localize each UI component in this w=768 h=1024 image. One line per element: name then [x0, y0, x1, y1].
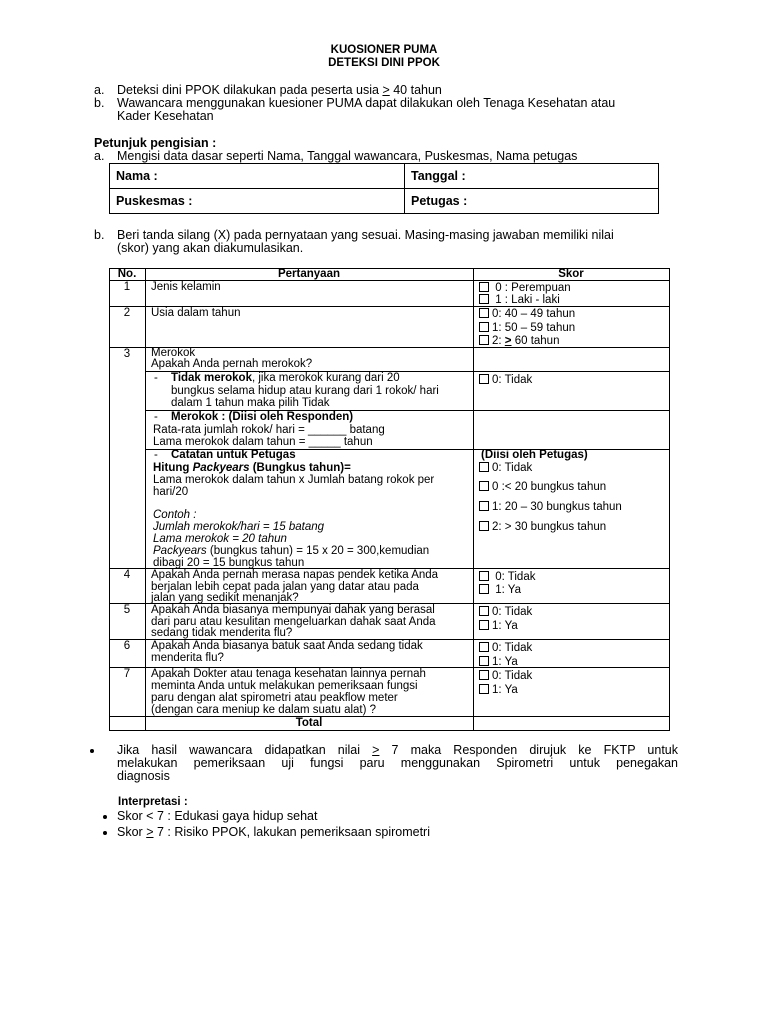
intro-b-line2: Kader Kesehatan: [117, 109, 214, 123]
q7-question-line3: paru dengan alat spirometri atau peakflow meter: [151, 692, 398, 704]
header-no: No.: [117, 268, 137, 280]
q3-merokok-dash: -: [154, 411, 158, 423]
q4-option-tidak[interactable]: 0: Tidak: [479, 571, 535, 584]
bullet-icon: [103, 815, 107, 819]
q7-number: 7: [123, 668, 131, 680]
q5-option-tidak[interactable]: 0: Tidak: [479, 606, 532, 619]
petunjuk-a-marker: a.: [94, 149, 105, 163]
q3-lama-merokok[interactable]: Lama merokok dalam tahun = _____ tahun: [153, 436, 373, 448]
document-subtitle: DETEKSI DINI PPOK: [328, 57, 440, 69]
q3-formula-line2: hari/20: [153, 486, 189, 498]
interpretasi-item-2: Skor > 7 : Risiko PPOK, lakukan pemeriksaan spirometri: [117, 825, 430, 839]
document-title: KUOSIONER PUMA: [330, 44, 438, 56]
puskesmas-field[interactable]: Puskesmas :: [110, 189, 405, 214]
q3-tidak-line2: bungkus selama hidup atau kurang dari 1 rokok/ hari: [171, 385, 439, 397]
q1-option-laki[interactable]: 1 : Laki - laki: [479, 294, 560, 307]
checkbox-icon[interactable]: [479, 521, 489, 531]
checkbox-icon[interactable]: [479, 481, 489, 491]
q2-option-1[interactable]: 1: 50 – 59 tahun: [479, 322, 575, 335]
nama-field[interactable]: Nama :: [110, 164, 405, 189]
checkbox-icon[interactable]: [479, 322, 489, 332]
interpretasi-heading: Interpretasi :: [118, 796, 188, 808]
q7-option-ya[interactable]: 1: Ya: [479, 684, 518, 697]
q3-contoh-line1: Jumlah merokok/hari = 15 batang: [153, 521, 325, 533]
bullet-icon: [103, 831, 107, 835]
q3-petugas-option-tidak[interactable]: 0: Tidak: [479, 462, 532, 475]
q2-question: Usia dalam tahun: [151, 307, 241, 319]
q3-option-tidak[interactable]: 0: Tidak: [479, 374, 532, 387]
q3-contoh-line3: Packyears (bungkus tahun) = 15 x 20 = 300,kemudian: [153, 545, 430, 557]
q3-contoh-line4: dibagi 20 = 15 bungkus tahun: [153, 557, 305, 569]
table-rule: [145, 268, 146, 730]
q5-option-ya[interactable]: 1: Ya: [479, 620, 518, 633]
intro-b-line1: Wawancara menggunakan kuesioner PUMA dapat dilakukan oleh Tenaga Kesehatan atau: [117, 96, 616, 110]
q4-question-line2: berjalan lebih cepat pada jalan yang datar atau pada: [151, 581, 419, 593]
intro-b-marker: b.: [94, 96, 105, 110]
footer-note-line1: Jika hasil wawancara didapatkan nilai > 7 maka Responden dirujuk ke FKTP untuk: [117, 743, 678, 757]
q3-rokok-per-hari[interactable]: Rata-rata jumlah rokok/ hari = ______ batang: [153, 424, 385, 436]
q2-option-2[interactable]: 2: > 60 tahun: [479, 335, 559, 348]
q7-question-line1: Apakah Dokter atau tenaga kesehatan lainnya pernah: [151, 668, 426, 680]
total-score-cell[interactable]: [474, 717, 669, 730]
q6-question-line2: menderita flu?: [151, 652, 224, 664]
q3-merokok-heading: Merokok : (Diisi oleh Responden): [171, 411, 354, 423]
checkbox-icon[interactable]: [479, 501, 489, 511]
q3-hitung-packyears: Hitung Packyears (Bungkus tahun)=: [153, 462, 351, 474]
petunjuk-b-line2: (skor) yang akan diakumulasikan.: [117, 241, 304, 255]
interpretasi-item-1: Skor < 7 : Edukasi gaya hidup sehat: [117, 809, 318, 823]
header-skor: Skor: [558, 268, 584, 280]
q3-petugas-option-gt30[interactable]: 2: > 30 bungkus tahun: [479, 521, 606, 534]
checkbox-icon[interactable]: [479, 335, 489, 345]
q3-formula-line1: Lama merokok dalam tahun x Jumlah batang rokok per: [153, 474, 435, 486]
checkbox-icon[interactable]: [479, 294, 489, 304]
intro-a-text: Deteksi dini PPOK dilakukan pada peserta usia > 40 tahun: [117, 83, 442, 97]
q4-number: 4: [123, 569, 131, 581]
checkbox-icon[interactable]: [479, 656, 489, 666]
q3-petugas-header: (Diisi oleh Petugas): [481, 449, 588, 461]
petugas-field[interactable]: Petugas :: [405, 189, 659, 214]
q1-number: 1: [123, 281, 131, 293]
q3-question: Apakah Anda pernah merokok?: [151, 358, 313, 370]
q3-tidak-dash: -: [154, 372, 158, 384]
q3-number: 3: [123, 348, 131, 360]
petunjuk-a-text: Mengisi data dasar seperti Nama, Tanggal wawancara, Puskesmas, Nama petugas: [117, 149, 578, 163]
tanggal-field[interactable]: Tanggal :: [405, 164, 659, 189]
q3-petugas-option-lt20[interactable]: 0 :< 20 bungkus tahun: [479, 481, 606, 494]
checkbox-icon[interactable]: [479, 584, 489, 594]
q6-number: 6: [123, 640, 131, 652]
q6-question-line1: Apakah Anda biasanya batuk saat Anda sedang tidak: [151, 640, 423, 652]
q6-option-ya[interactable]: 1: Ya: [479, 656, 518, 669]
q5-question-line1: Apakah Anda biasanya mempunyai dahak yang berasal: [151, 604, 435, 616]
checkbox-icon[interactable]: [479, 620, 489, 630]
bullet-icon: [90, 749, 94, 753]
q3-petugas-option-20-30[interactable]: 1: 20 – 30 bungkus tahun: [479, 501, 622, 514]
q1-question: Jenis kelamin: [151, 281, 221, 293]
table-rule: [109, 730, 670, 731]
q7-option-tidak[interactable]: 0: Tidak: [479, 670, 532, 683]
intro-a-marker: a.: [94, 83, 105, 97]
q3-tidak-line3: dalam 1 tahun maka pilih Tidak: [171, 397, 330, 409]
footer-note-line3: diagnosis: [117, 769, 170, 783]
q4-question-line3: jalan yang sedikit menanjak?: [151, 592, 299, 604]
q3-tidak-line1: Tidak merokok, jika merokok kurang dari 20: [171, 372, 400, 384]
identity-table: [109, 163, 659, 214]
checkbox-icon[interactable]: [479, 282, 489, 292]
q3-contoh-line2: Lama merokok = 20 tahun: [153, 533, 287, 545]
q7-question-line4: (dengan cara meniup ke dalam suatu alat) ?: [151, 704, 377, 716]
q4-question-line1: Apakah Anda pernah merasa napas pendek ketika Anda: [151, 569, 439, 581]
footer-note-line2: melakukan pemeriksaan uji fungsi paru menggunakan Spirometri untuk penegakan: [117, 756, 678, 770]
petunjuk-b-line1: Beri tanda silang (X) pada pernyataan yang sesuai. Masing-masing jawaban memiliki nilai: [117, 228, 614, 242]
q4-option-ya[interactable]: 1: Ya: [479, 584, 521, 597]
checkbox-icon[interactable]: [479, 571, 489, 581]
q3-contoh: Contoh :: [153, 509, 197, 521]
q3-catatan-dash: -: [154, 449, 158, 461]
q5-question-line3: sedang tidak menderita flu?: [151, 627, 293, 639]
header-pertanyaan: Pertanyaan: [277, 268, 340, 280]
total-label: Total: [295, 717, 323, 729]
table-rule: [669, 268, 670, 730]
q2-option-0[interactable]: 0: 40 – 49 tahun: [479, 308, 575, 321]
checkbox-icon[interactable]: [479, 684, 489, 694]
checkbox-icon[interactable]: [479, 670, 489, 680]
q1-option-perempuan[interactable]: 0 : Perempuan: [479, 282, 571, 295]
petunjuk-heading: Petunjuk pengisian :: [94, 136, 217, 150]
petunjuk-b-marker: b.: [94, 228, 105, 242]
checkbox-icon[interactable]: [479, 308, 489, 318]
checkbox-icon[interactable]: [479, 374, 489, 384]
table-rule: [109, 268, 110, 730]
q5-number: 5: [123, 604, 131, 616]
q3-catatan-heading: Catatan untuk Petugas: [171, 449, 296, 461]
q5-question-line2: dari paru atau kesulitan mengeluarkan dahak saat Anda: [151, 616, 436, 628]
q7-question-line2: meminta Anda untuk melakukan pemeriksaan fungsi: [151, 680, 418, 692]
table-rule: [473, 268, 474, 730]
q6-option-tidak[interactable]: 0: Tidak: [479, 642, 532, 655]
checkbox-icon[interactable]: [479, 462, 489, 472]
checkbox-icon[interactable]: [479, 642, 489, 652]
q3-title: Merokok: [151, 347, 196, 359]
checkbox-icon[interactable]: [479, 606, 489, 616]
q2-number: 2: [123, 307, 131, 319]
